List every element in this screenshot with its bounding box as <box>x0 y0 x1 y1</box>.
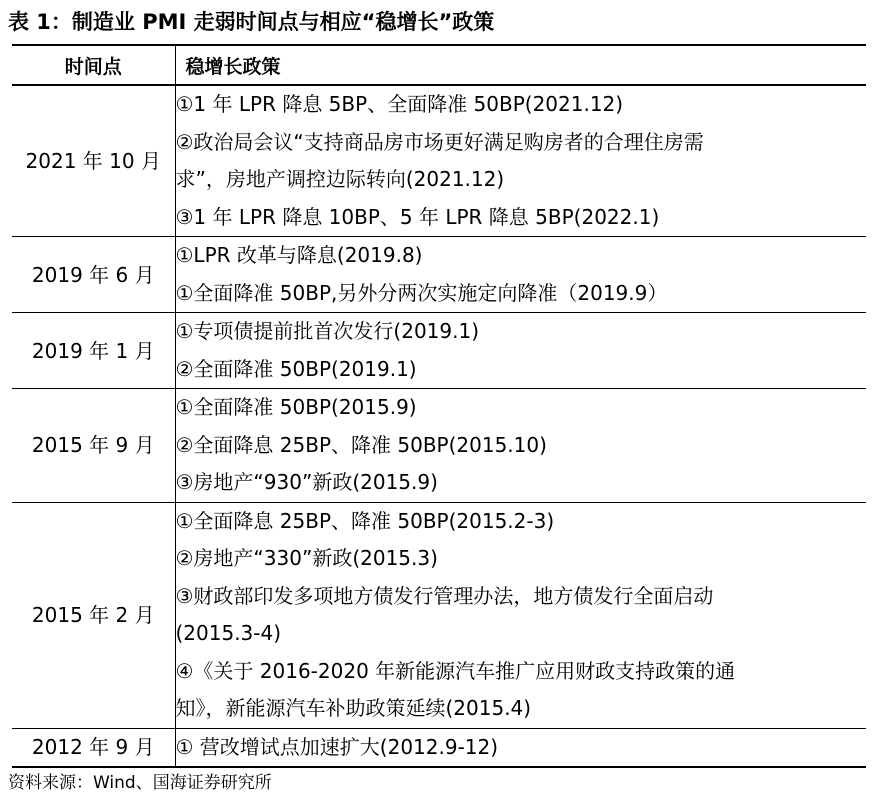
policy-line: ②全面降准 50BP(2019.1) <box>175 356 417 381</box>
policy-line: ②房地产“330”新政(2015.3) <box>175 546 438 570</box>
policy-line: ②全面降息 25BP、降准 50BP(2015.10) <box>175 432 547 457</box>
row-policies <box>175 502 866 728</box>
header-policy: 稳增长政策 <box>175 45 866 85</box>
policy-line: 知》，新能源汽车补助政策延续(2015.4) <box>175 696 532 720</box>
row-date: 2019 年 6 月 <box>12 237 175 313</box>
table-row <box>12 85 866 237</box>
policy-line: ②政治局会议“支持商品房市场更好满足购房者的合理住房需 <box>175 129 704 154</box>
policy-line: ① 营改增试点加速扩大(2012.9-12) <box>175 734 499 759</box>
table-row <box>12 389 866 503</box>
table-row <box>12 313 866 389</box>
policy-line: ①1 年 LPR 降息 5BP、全面降准 50BP(2021.12) <box>175 92 624 116</box>
policy-line: ③房地产“930”新政(2015.9) <box>175 470 438 494</box>
policy-line: ①全面降准 50BP,另外分两次实施定向降准（2019.9） <box>175 280 668 305</box>
row-policies <box>175 389 866 503</box>
row-date: 2015 年 2 月 <box>12 502 175 728</box>
header-time-point: 时间点 <box>12 45 175 85</box>
row-policies <box>175 85 866 237</box>
row-date: 2021 年 10 月 <box>12 85 175 237</box>
table-row <box>12 728 866 767</box>
policy-line: ③1 年 LPR 降息 10BP、5 年 LPR 降息 5BP(2022.1) <box>175 204 660 229</box>
row-date: 2012 年 9 月 <box>12 728 175 767</box>
row-policies <box>175 237 866 313</box>
row-policies <box>175 313 866 389</box>
policy-line: (2015.3-4) <box>175 621 282 645</box>
source-note: 资料来源：Wind、国海证券研究所 <box>8 773 272 793</box>
policy-line: ③财政部印发多项地方债发行管理办法，地方债发行全面启动 <box>175 583 714 608</box>
policy-line: ④《关于 2016-2020 年新能源汽车推广应用财政支持政策的通 <box>175 658 736 683</box>
row-policies <box>175 728 866 767</box>
policy-table <box>12 44 866 768</box>
table-header-row <box>12 45 866 85</box>
row-date: 2015 年 9 月 <box>12 389 175 503</box>
policy-line: ①全面降准 50BP(2015.9) <box>175 395 417 419</box>
row-date: 2019 年 1 月 <box>12 313 175 389</box>
policy-line: 求”，房地产调控边际转向(2021.12) <box>175 167 505 191</box>
table-row <box>12 502 866 728</box>
policy-line: ①LPR 改革与降息(2019.8) <box>175 243 423 267</box>
table-row <box>12 237 866 313</box>
policy-line: ①全面降息 25BP、降准 50BP(2015.2-3) <box>175 508 555 533</box>
policy-line: ①专项债提前批首次发行(2019.1) <box>175 319 480 343</box>
table-title: 表 1：制造业 PMI 走弱时间点与相应“稳增长”政策 <box>8 10 495 34</box>
